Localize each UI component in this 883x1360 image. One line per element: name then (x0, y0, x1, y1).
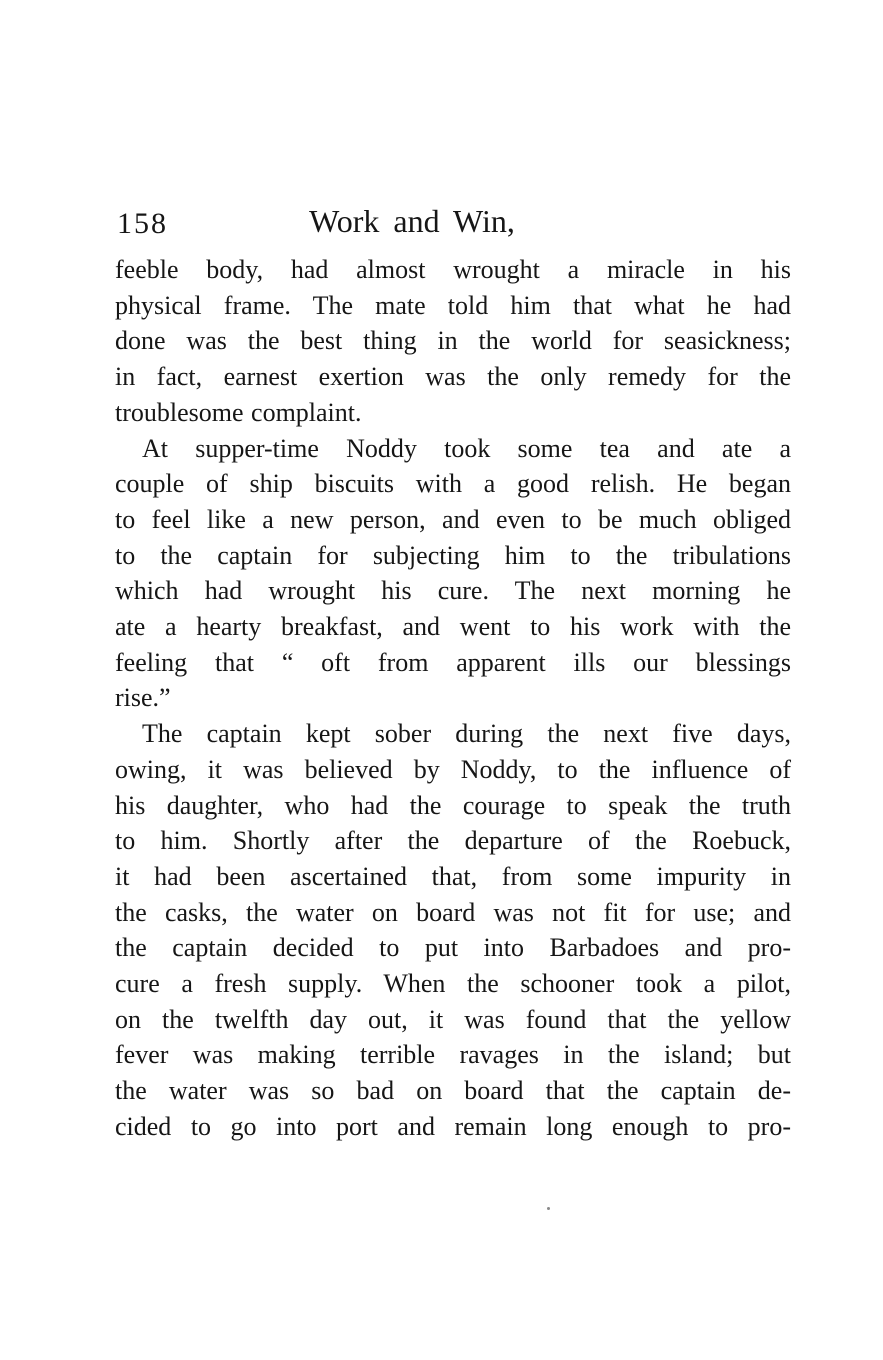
text-line: done was the best thing in the world for seasickness; (115, 326, 791, 356)
scan-speck (547, 1207, 550, 1210)
text-line: cure a fresh supply. When the schooner took a pilot, (115, 969, 791, 999)
text-line: owing, it was believed by Noddy, to the influence of (115, 754, 791, 784)
text-line: ate a hearty breakfast, and went to his work with the (115, 612, 791, 642)
text-line: in fact, earnest exertion was the only remedy for the (115, 362, 791, 392)
text-line: on the twelfth day out, it was found that the yellow (115, 1004, 791, 1034)
text-line: which had wrought his cure. The next morning he (115, 576, 791, 606)
text-line: troublesome complaint. (115, 397, 362, 427)
page-number: 158 (117, 207, 168, 240)
running-title: Work and Win, (309, 203, 515, 239)
page-header (0, 203, 883, 243)
text-line: it had been ascertained that, from some impurity in (115, 861, 791, 891)
text-line: fever was making terrible ravages in the island; but (115, 1040, 791, 1070)
text-line: his daughter, who had the courage to speak the truth (115, 790, 791, 820)
text-line: rise.” (115, 683, 171, 713)
text-line: feeble body, had almost wrought a miracle in his (115, 255, 791, 284)
text-line: the casks, the water on board was not fit for use; and (115, 897, 791, 927)
text-line: to him. Shortly after the departure of the Roebuck, (115, 826, 791, 856)
body-text (115, 252, 791, 1145)
text-line: to the captain for subjecting him to the tribulations (115, 540, 791, 570)
text-line: At supper-time Noddy took some tea and ate a (142, 433, 791, 463)
text-line: feeling that “ oft from apparent ills our blessings (115, 647, 791, 677)
text-line: the water was so bad on board that the captain de- (115, 1076, 791, 1106)
paragraph (115, 252, 791, 431)
text-line: the captain decided to put into Barbadoes and pro- (115, 933, 791, 963)
text-line: couple of ship biscuits with a good relish. He began (115, 469, 791, 499)
paragraph (115, 716, 791, 1144)
text-line: to feel like a new person, and even to be much obliged (115, 504, 791, 534)
text-line: The captain kept sober during the next five days, (142, 719, 791, 749)
text-line: cided to go into port and remain long enough to pro- (115, 1111, 791, 1141)
paragraph (115, 431, 791, 717)
text-line: physical frame. The mate told him that what he had (115, 290, 791, 320)
